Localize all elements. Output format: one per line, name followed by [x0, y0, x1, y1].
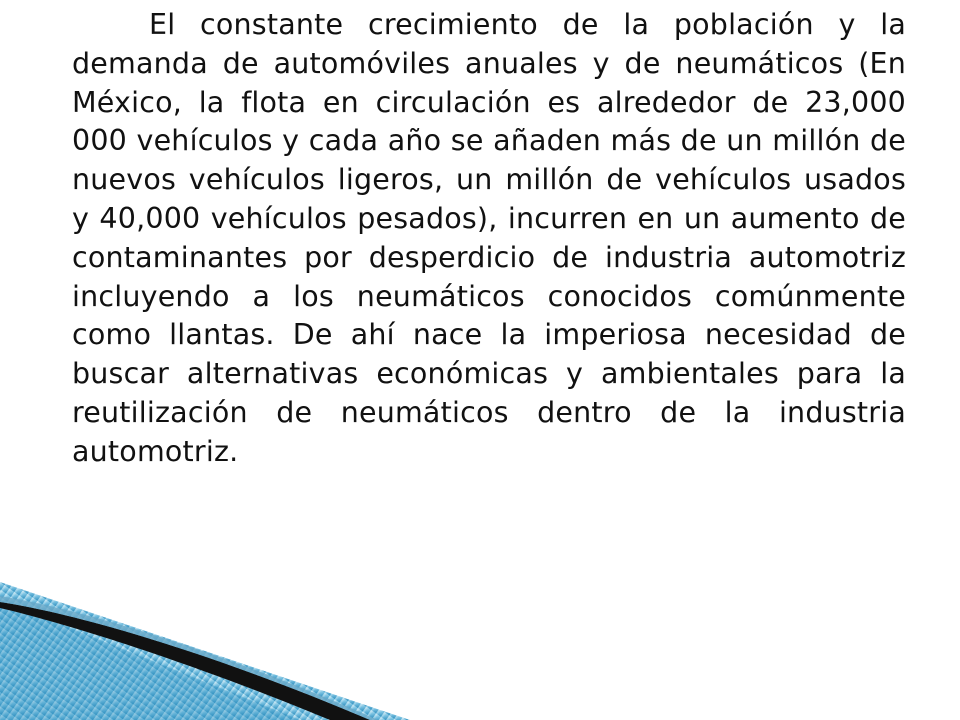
slide-body-text: El constante crecimiento de la población y la demanda de automóviles anuales y de neumáticos (En México, la flota en circulación es alrededor de 23,000 000 vehículos y cada año se añaden más de un millón de nuevos vehículos ligeros, un millón de vehículos usados y 40,000 vehículos pesados), incurren en un aumento de contaminantes por desperdicio de industria automotriz incluyendo a los neumáticos conocidos comúnmente como llantas. De ahí nace la imperiosa necesidad de buscar alternativas económicas y ambientales para la reutilización de neumáticos dentro de la industria automotriz. [72, 8, 906, 468]
corner-swoosh-decoration [0, 560, 960, 720]
